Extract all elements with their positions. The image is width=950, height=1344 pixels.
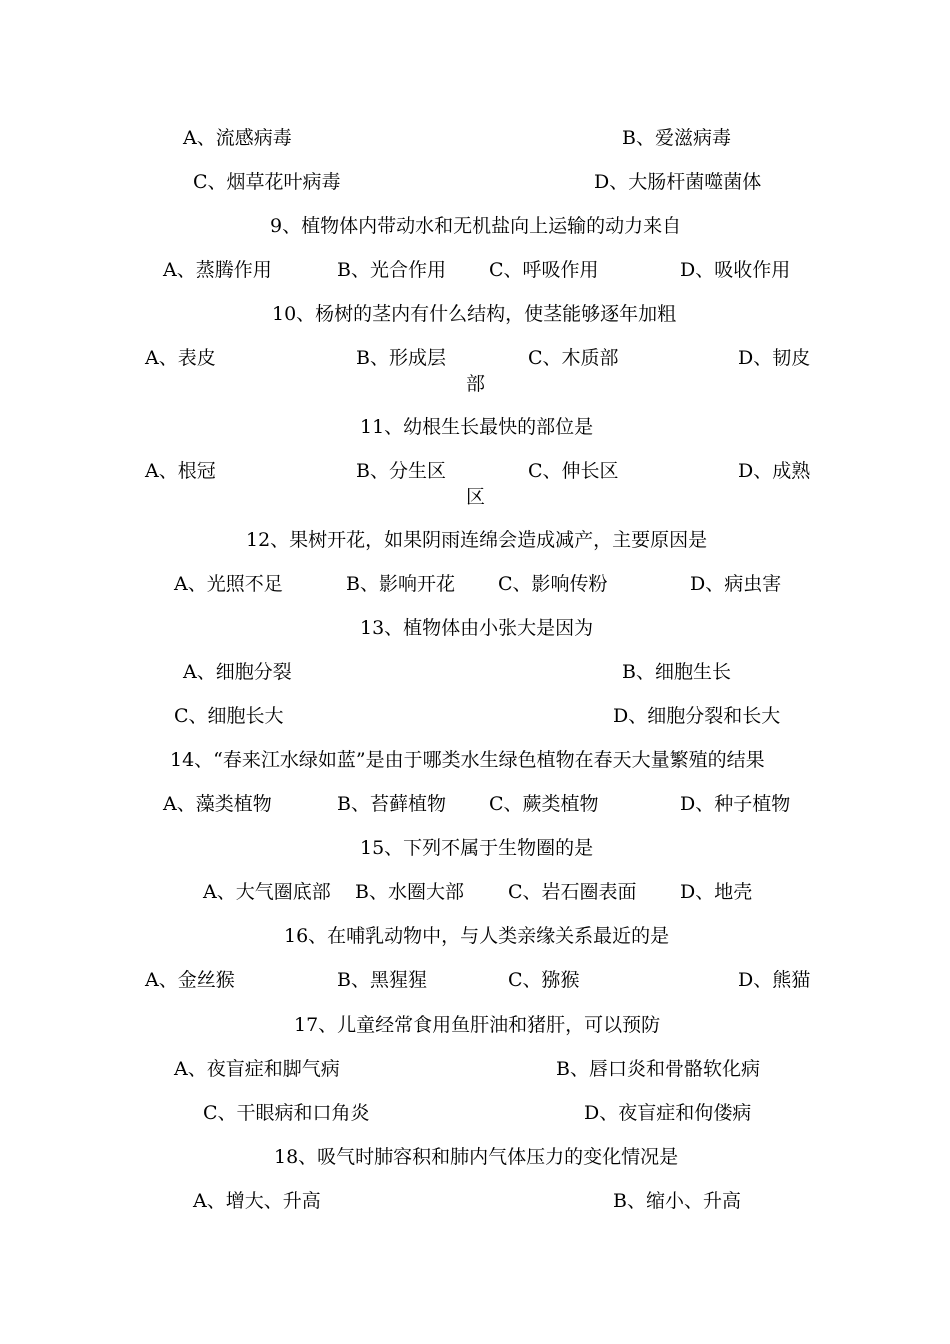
q13-option-c: C、细胞长大 xyxy=(174,705,284,727)
q12-option-b: B、影响开花 xyxy=(346,573,455,595)
q17-option-c: C、干眼病和口角炎 xyxy=(203,1102,370,1124)
q10-option-c: C、木质部 xyxy=(528,347,619,369)
q13-option-a: A、细胞分裂 xyxy=(183,661,292,683)
q13-option-b: B、细胞生长 xyxy=(622,661,731,683)
q11-option-d-wrap: 区 xyxy=(466,486,486,508)
q17-option-d: D、夜盲症和佝偻病 xyxy=(584,1102,752,1124)
q12-stem: 12、果树开花，如果阴雨连绵会造成减产，主要原因是 xyxy=(246,529,708,551)
q9-stem: 9、植物体内带动水和无机盐向上运输的动力来自 xyxy=(270,215,682,237)
q8-option-b: B、爱滋病毒 xyxy=(622,127,731,149)
q14-option-d: D、种子植物 xyxy=(680,793,791,815)
q9-option-c: C、呼吸作用 xyxy=(489,259,599,281)
q16-option-a: A、金丝猴 xyxy=(145,969,235,991)
q18-option-b: B、缩小、升高 xyxy=(613,1190,741,1212)
q10-option-a: A、表皮 xyxy=(145,347,216,369)
q16-stem: 16、在哺乳动物中，与人类亲缘关系最近的是 xyxy=(284,925,670,947)
q12-option-d: D、病虫害 xyxy=(690,573,782,595)
q10-stem: 10、杨树的茎内有什么结构，使茎能够逐年加粗 xyxy=(272,303,677,325)
q16-option-d: D、熊猫 xyxy=(738,969,811,991)
q10-option-b: B、形成层 xyxy=(356,347,446,369)
q10-option-d-wrap: 部 xyxy=(466,373,486,395)
q17-stem: 17、儿童经常食用鱼肝油和猪肝，可以预防 xyxy=(294,1014,661,1036)
q11-option-b: B、分生区 xyxy=(356,460,446,482)
q14-option-a: A、藻类植物 xyxy=(163,793,272,815)
q15-option-b: B、水圈大部 xyxy=(355,881,464,903)
q11-option-a: A、根冠 xyxy=(145,460,216,482)
q14-option-c: C、蕨类植物 xyxy=(489,793,599,815)
q12-option-c: C、影响传粉 xyxy=(498,573,608,595)
q11-stem: 11、幼根生长最快的部位是 xyxy=(360,416,594,438)
q9-option-b: B、光合作用 xyxy=(337,259,446,281)
q14-option-b: B、苔藓植物 xyxy=(337,793,446,815)
q12-option-a: A、光照不足 xyxy=(174,573,283,595)
q8-option-d: D、大肠杆菌噬菌体 xyxy=(594,171,762,193)
q15-option-c: C、岩石圈表面 xyxy=(508,881,637,903)
q18-option-a: A、增大、升高 xyxy=(193,1190,321,1212)
q10-option-d: D、韧皮 xyxy=(738,347,811,369)
q16-option-b: B、黑猩猩 xyxy=(337,969,427,991)
q9-option-a: A、蒸腾作用 xyxy=(163,259,272,281)
q9-option-d: D、吸收作用 xyxy=(680,259,791,281)
q13-option-d: D、细胞分裂和长大 xyxy=(613,705,781,727)
q14-stem: 14、“春来江水绿如蓝”是由于哪类水生绿色植物在春天大量繁殖的结果 xyxy=(170,749,765,771)
q8-option-a: A、流感病毒 xyxy=(183,127,292,149)
q17-option-a: A、夜盲症和脚气病 xyxy=(174,1058,340,1080)
q15-option-a: A、大气圈底部 xyxy=(203,881,331,903)
q15-option-d: D、地壳 xyxy=(680,881,753,903)
q18-stem: 18、吸气时肺容积和肺内气体压力的变化情况是 xyxy=(274,1146,679,1168)
q17-option-b: B、唇口炎和骨骼软化病 xyxy=(556,1058,760,1080)
q11-option-d: D、成熟 xyxy=(738,460,811,482)
q11-option-c: C、伸长区 xyxy=(528,460,619,482)
q16-option-c: C、猕猴 xyxy=(508,969,580,991)
q8-option-c: C、烟草花叶病毒 xyxy=(193,171,341,193)
q13-stem: 13、植物体由小张大是因为 xyxy=(360,617,594,639)
q15-stem: 15、下列不属于生物圈的是 xyxy=(360,837,594,859)
